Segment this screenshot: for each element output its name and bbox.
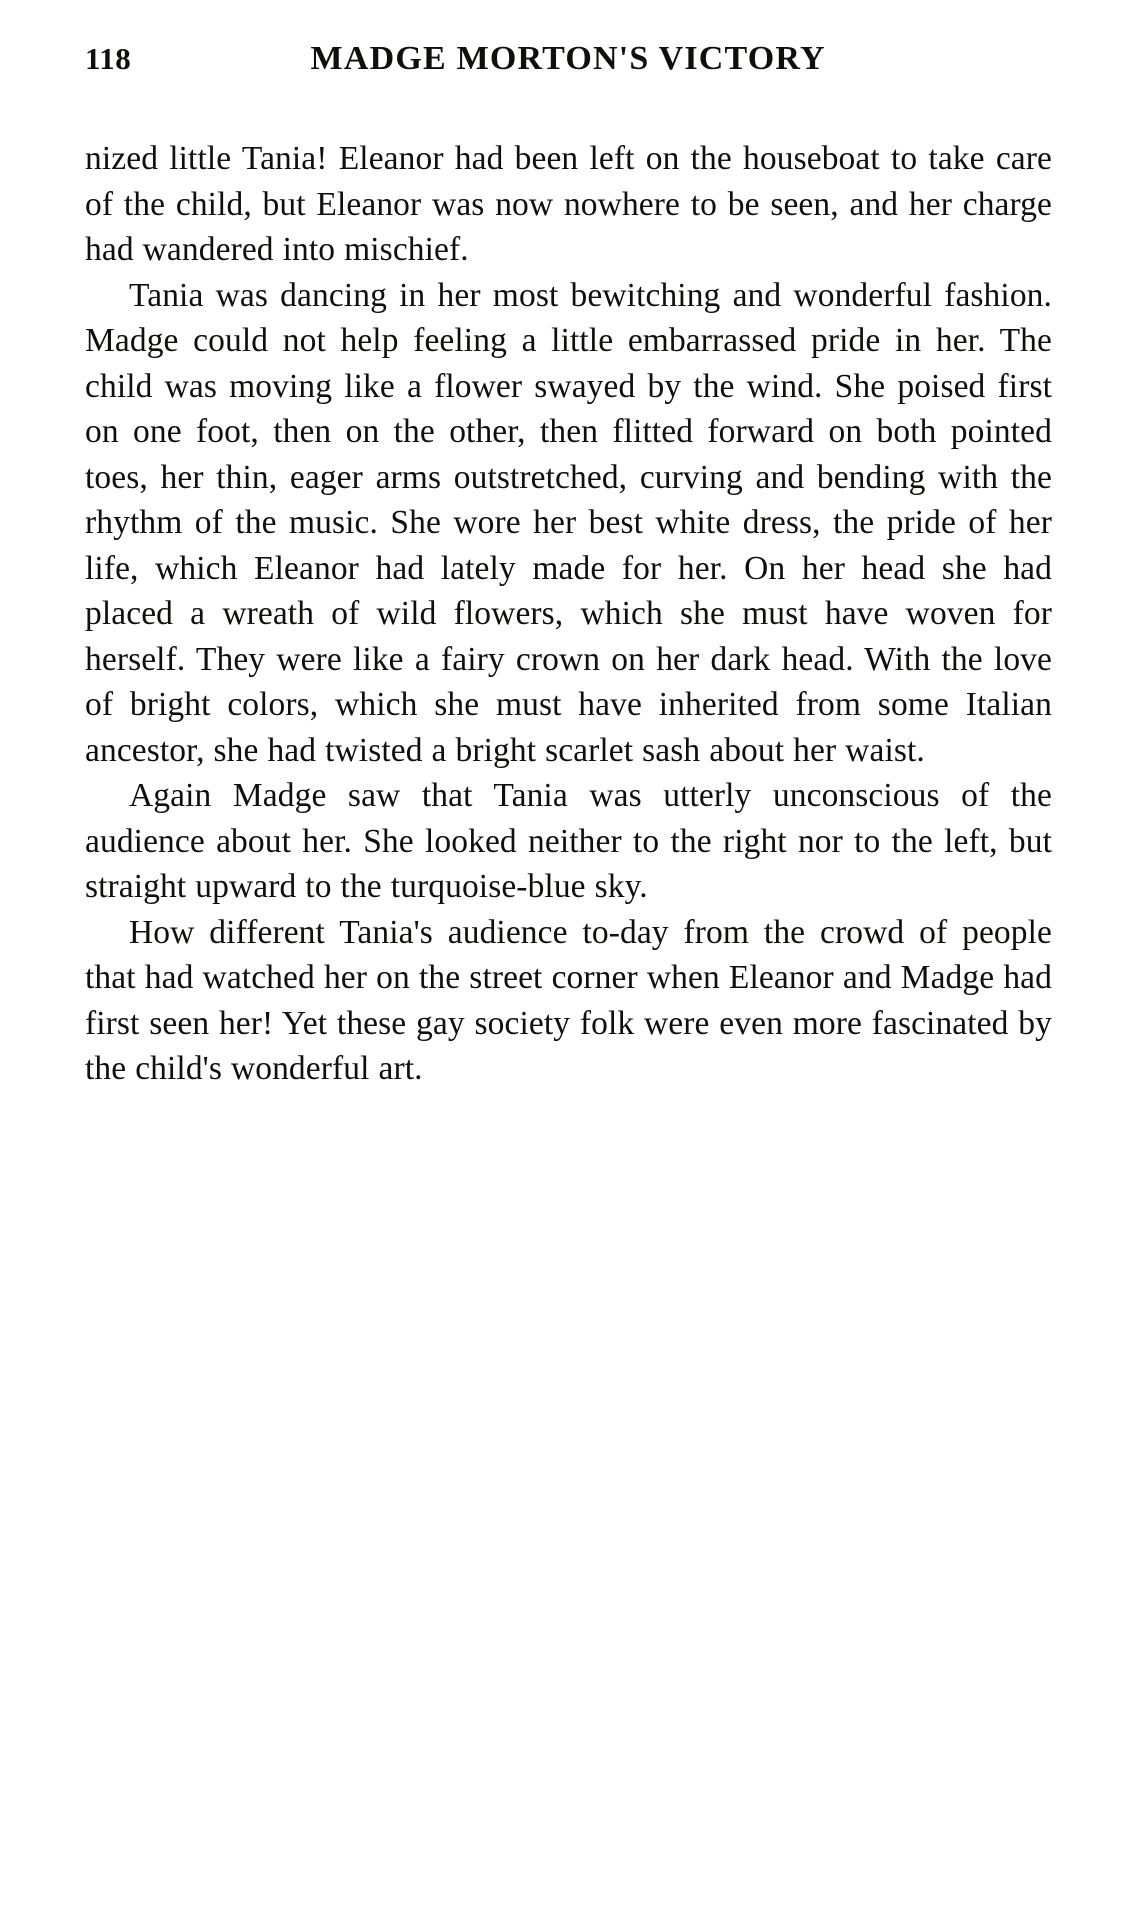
running-head-title: MADGE MORTON'S VICTORY bbox=[310, 40, 826, 77]
page-number: 118 bbox=[85, 41, 132, 76]
paragraph: Tania was dancing in her most bewitching and wonderful fashion. Madge could not help feeling a little embarrassed pride in her. The child was moving like a flower swayed by the wind. She poised first on one foot, then on the other, then flitted forward on both pointed toes, her thin, eager arms outstretched, curving and bending with the rhythm of the music. She wore her best white dress, the pride of her life, which Eleanor had lately made for her. On her head she had placed a wreath of wild flowers, which she must have woven for herself. They were like a fairy crown on her dark head. With the love of bright colors, which she must have inherited from some Italian ancestor, she had twisted a bright scarlet sash about her waist. bbox=[85, 276, 1052, 769]
book-page bbox=[0, 40, 1130, 1907]
paragraph: How different Tania's audience to-day from the crowd of people that had watched her on the street corner when Eleanor and Madge had first seen her! Yet these gay society folk were even more fascinated by the child's wonderful art. bbox=[85, 913, 1052, 1087]
page-header bbox=[0, 40, 1130, 78]
paragraph: Again Madge saw that Tania was utterly unconscious of the audience about her. She looked neither to the right nor to the left, but straight upward to the turquoise-blue sky. bbox=[85, 777, 1052, 905]
paragraph: nized little Tania! Eleanor had been left on the houseboat to take care of the child, but Eleanor was now nowhere to be seen, and her charge had wandered into mischief. bbox=[85, 140, 1052, 268]
page-body bbox=[0, 136, 1130, 1092]
